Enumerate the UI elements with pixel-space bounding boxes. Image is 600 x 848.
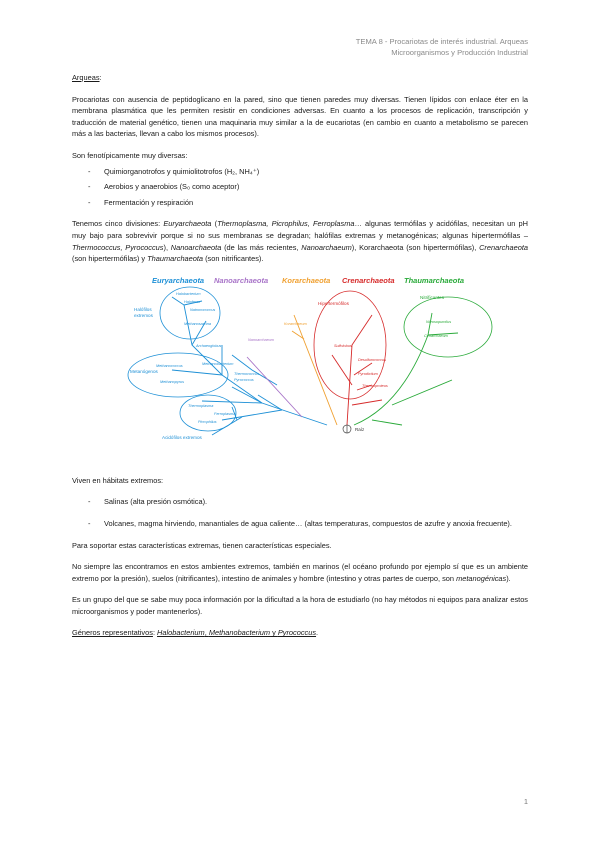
text-run: metanogénicas [456, 573, 507, 583]
label-halophiles-line1: Halófilos [134, 306, 152, 312]
text-run: ). [506, 573, 511, 583]
genus-label: Methanobacterium [202, 361, 234, 366]
text-run: : [152, 628, 158, 638]
text-run: Nanoarchaeota [170, 242, 222, 252]
crenarchaeota-branches [332, 315, 382, 425]
genus-name: Methanobacterium [208, 628, 271, 638]
text-run: … algunas termófilas y acidófilas, necesitan un pH muy bajo para sobrevivir porque si no sus membranas se degradan; halófilas extremas y metanogénicas; algunas hipertermófilas – [72, 219, 528, 240]
phylogenetic-tree-figure [72, 275, 528, 457]
heading-text: Arqueas [72, 73, 100, 82]
label-root: Raíz [355, 426, 365, 432]
diversity-list [72, 166, 528, 209]
paragraph-habitats: Viven en hábitats extremos: [72, 475, 164, 485]
group-nanoarchaeota: Nanoarchaeota [214, 275, 269, 285]
genus-label: Cenarchaeum [424, 333, 448, 338]
list-item: - Volcanes, magma hirviendo, manantiales de agua caliente… (altas temperaturas, compuestos de azufre y anoxia frecuente). [72, 518, 528, 530]
genus-label: Korarchaeum [284, 321, 307, 326]
header-title: TEMA 8 - Procariotas de interés industrial. Arqueas [355, 37, 528, 46]
group-euryarchaeota: Euryarchaeota [152, 275, 205, 285]
genus-label: Thermococcus [234, 371, 259, 376]
text-run: ( [211, 219, 218, 229]
group-thaumarchaeota: Thaumarchaeota [404, 275, 465, 285]
methanogens-ellipse [128, 353, 228, 397]
group-crenarchaeota: Crenarchaeota [342, 275, 395, 285]
list-item: - Salinas (alta presión osmótica). [72, 496, 528, 508]
nanoarchaeota-branch [247, 357, 302, 417]
page-header [356, 36, 528, 58]
korarchaeota-branch [294, 315, 337, 425]
label-acidophiles: Acidófilos extremos [162, 434, 202, 440]
genus-label: Thermoproteus [362, 383, 388, 388]
genus-name: Halobacterium [157, 628, 205, 638]
paragraph-adaptations: Para soportar estas características extremas, tienen características especiales. [72, 540, 332, 550]
text-run: Thermococcus, Pyrococcus [72, 242, 164, 252]
text-run: , [204, 628, 209, 638]
paragraph-diversity: Son fenotípicamente muy diversas: [72, 150, 188, 160]
phylogenetic-tree [72, 275, 528, 457]
genus-labels [156, 292, 451, 424]
text-run: Nanoarchaeum [301, 242, 352, 252]
genus-label: Desulfurococcus [358, 357, 387, 362]
text-run: Crenarchaeota [479, 242, 528, 252]
text-run: (son nitrificantes). [203, 254, 264, 264]
list-item: - Quimiorganotrofos y quimiolitotrofos (H₂, NH₄⁺) [72, 166, 528, 178]
genus-name: Pyrococcus [277, 628, 317, 638]
euryarchaeota-branches [172, 297, 327, 435]
genus-label: Sulfolobus [334, 343, 352, 348]
text-run: ), Korarchaeota (son hipertermófilas), [351, 242, 480, 252]
paragraph-genera [72, 627, 528, 639]
genus-label: Methanopyrus [160, 379, 185, 384]
genus-label: Pyrodictium [358, 371, 378, 376]
genus-label: Natronococcus [190, 307, 216, 312]
paragraph-divisions [72, 218, 528, 264]
label-methanogens: Metanógenos [130, 368, 158, 374]
genus-label: Methanococcus [156, 363, 183, 368]
genus-label: Pyrococcus [234, 377, 254, 382]
genus-label: Methanosarcina [184, 321, 212, 326]
thaumarchaeota-branches [354, 313, 458, 425]
text-run: Euryarchaeota [163, 219, 212, 229]
genus-label: Thermoplasma [188, 403, 214, 408]
text-run: . [316, 628, 319, 638]
text-run: Thaumarchaeota [147, 254, 204, 264]
header-subtitle: Microorganismos y Producción Industrial [391, 48, 528, 57]
text-run: Tenemos cinco divisiones: [72, 219, 164, 229]
text-run: (son hipertermófilas) y [72, 254, 148, 264]
genera-label: Géneros representativos [72, 628, 153, 638]
label-nitrifiers: Nitrificantes [420, 294, 444, 300]
habitats-list [72, 496, 528, 529]
genus-label: Haloferax [184, 299, 201, 304]
genus-label: Archaeoglobus [196, 343, 222, 348]
heading-suffix: : [99, 73, 102, 82]
genus-label: Picrophilus [198, 419, 217, 424]
text-run: ), [163, 242, 171, 252]
text-run: Thermoplasma, Picrophilus, Ferroplasma [217, 219, 355, 229]
document-body [72, 72, 528, 649]
genus-label: Nanoarchaeum [248, 337, 274, 342]
genus-label: Ferroplasma [214, 411, 236, 416]
page-number: 1 [523, 797, 528, 806]
label-hyperthermophiles: Hipertermófilos [318, 300, 349, 306]
group-korarchaeota: Korarchaeota [282, 275, 331, 285]
text-run: y [270, 628, 278, 638]
genus-label: Nitrosopumilus [426, 319, 452, 324]
section-heading [72, 72, 528, 84]
label-halophiles-line2: extremos [134, 312, 153, 318]
list-item: - Fermentación y respiración [72, 197, 528, 209]
paragraph-environments [72, 561, 528, 584]
list-item: - Aerobios y anaerobios (S₀ como aceptor) [72, 181, 528, 193]
text-run: No siempre las encontramos en estos ambientes extremos, también en marinos (el océano profundo por ejemplo sí que es un ambiente extremo por la presión), suelos (nitrificantes), intestino de animales y hombre (intestino y otras partes de cuerpo, son [72, 562, 528, 583]
paragraph-intro: Procariotas con ausencia de peptidoglicano en la pared, sino que tienen paredes muy diversas. Tienen lípidos con enlace éter en la membrana plasmática que les permiten resistir en condiciones adversas. En cuanto a los procesos de replicación, transcripción y traducción de material genético, tienen una maquinaria muy similar a la de eucariotas (en cambio en cuanto a metabolismo se parecen más a las bacterias, llevan a cabo los mismos procesos). [72, 94, 528, 139]
genus-label: Halobacterium [176, 291, 201, 296]
paragraph-knowledge: Es un grupo del que se sabe muy poca información por la dificultad a la hora de estudiarlo (no hay métodos ni equipos para analizar estos microorganismos y poder mantenerlos). [72, 595, 528, 616]
text-run: (de las más recientes, [221, 242, 302, 252]
nitrifiers-ellipse [404, 294, 492, 357]
